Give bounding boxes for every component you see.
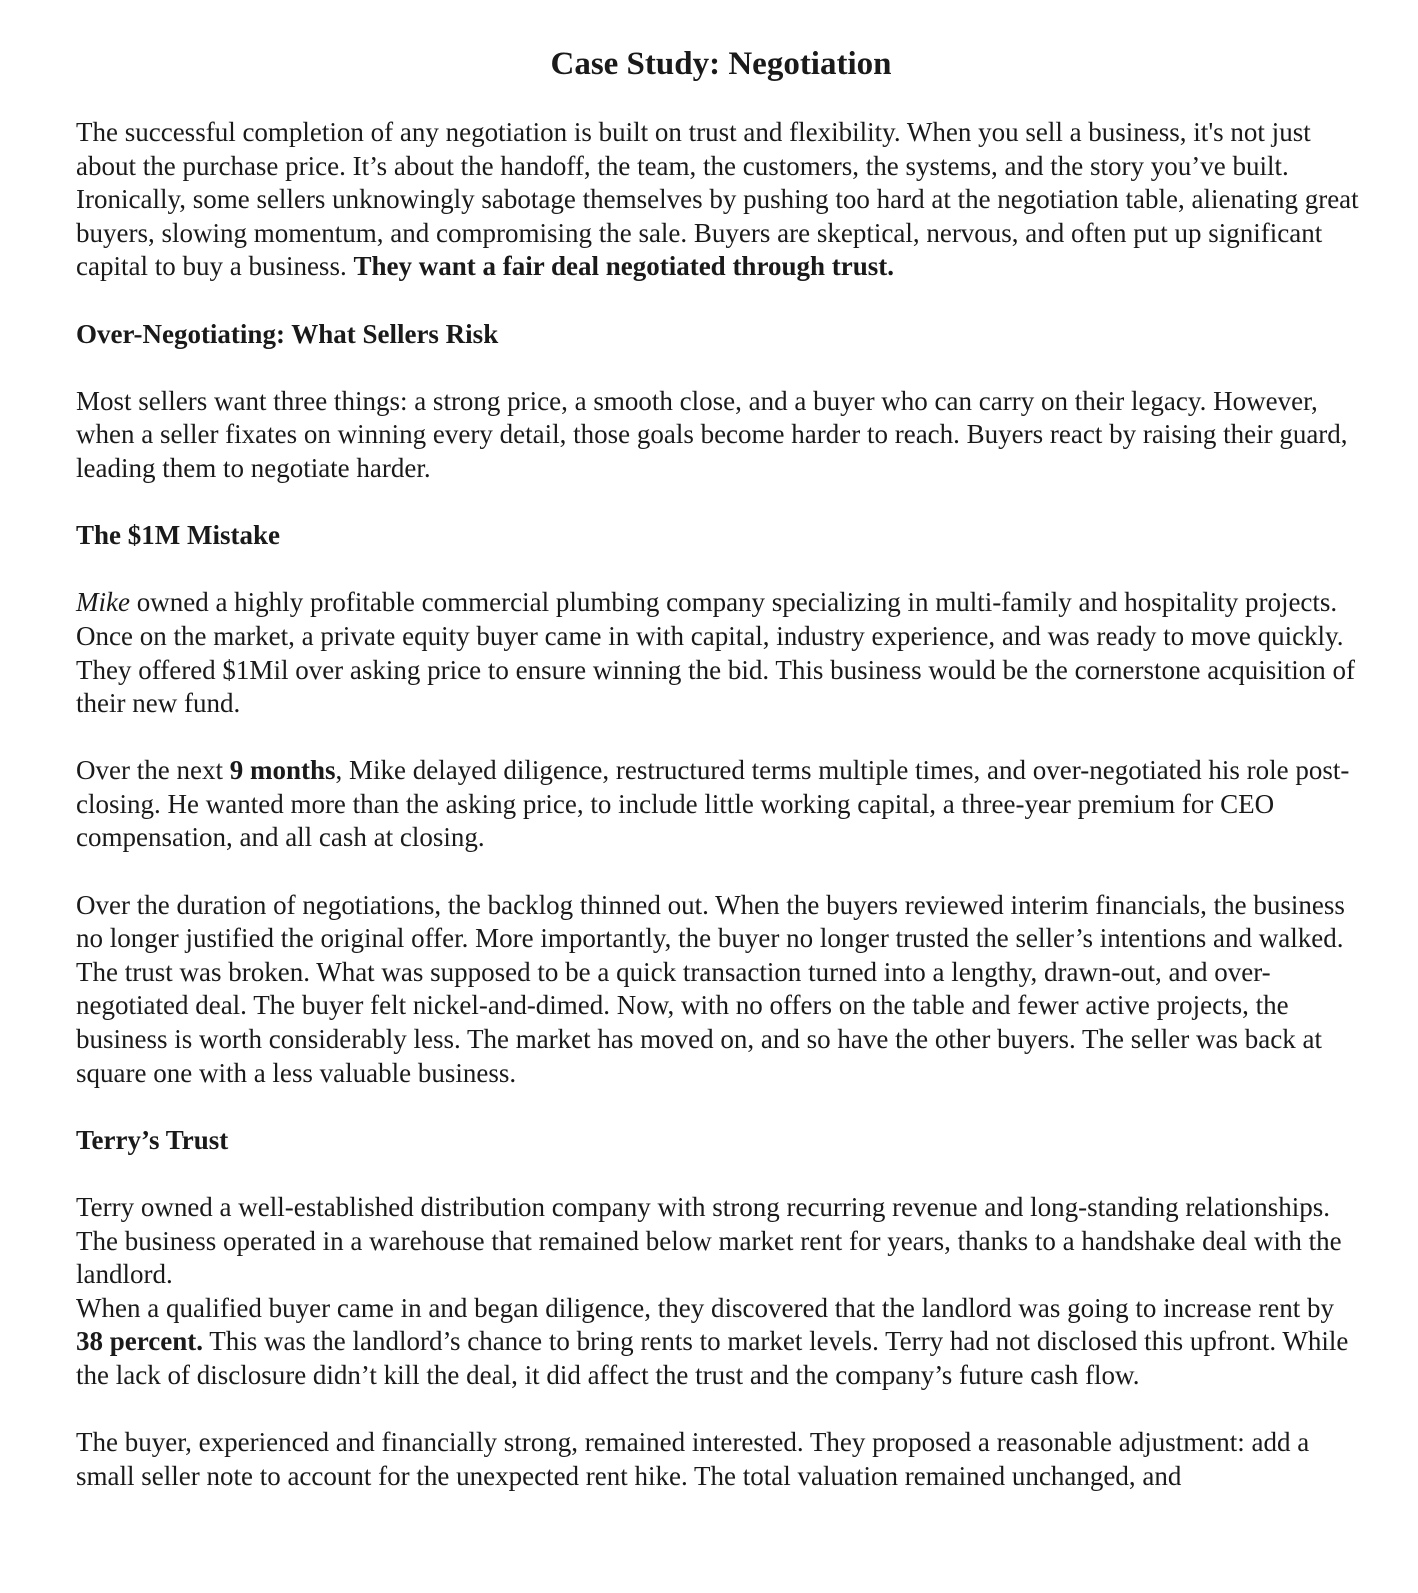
rent-increase-after: This was the landlord’s chance to bring rents to market levels. Terry had not disclosed this upfront. While the lack of disclosure didn’t kill the deal, it did affect the trust and the company’s future cash flow.	[76, 1326, 1349, 1390]
negotiation-duration-paragraph: Over the duration of negotiations, the backlog thinned out. When the buyers reviewed interim financials, the business no longer justified the original offer. More importantly, the buyer no longer trusted the seller’s intentions and walked. The trust was broken. What was supposed to be a quick transaction turned into a lengthy, drawn-out, and over-negotiated deal. The buyer felt nickel-and-dimed. Now, with no offers on the table and fewer active projects, the business is worth considerably less. The market has moved on, and so have the other buyers. The seller was back at square one with a less valuable business.	[76, 889, 1345, 1088]
document-page	[76, 44, 1366, 1493]
buyer-adjustment-paragraph: The buyer, experienced and financially strong, remained interested. They proposed a reasonable adjustment: add a small seller note to account for the unexpected rent hike. The total valuation remained unchanged, and	[76, 1427, 1310, 1491]
intro-text: The successful completion of any negotiation is built on trust and flexibility. When you sell a business, it's not just about the purchase price. It’s about the handoff, the team, the customers, the systems, and the story you’ve built. Ironically, some sellers unknowingly sabotage themselves by pushing too hard at the negotiation table, alienating great buyers, slowing momentum, and compromising the sale. Buyers are skeptical, nervous, and often put up significant capital to buy a business.	[76, 117, 1359, 282]
nine-months-paragraph	[76, 754, 1366, 855]
heading-1m-mistake: The $1M Mistake	[76, 520, 280, 551]
rent-increase-bold: 38 percent.	[76, 1326, 203, 1357]
heading-terrys-trust: Terry’s Trust	[76, 1124, 229, 1155]
mike-paragraph-text: owned a highly profitable commercial plumbing company specializing in multi-family and hospitality projects. Once on the market, a private equity buyer came in with capital, industry experience, and was ready to move quickly. They offered $1Mil over asking price to ensure winning the bid. This business would be the cornerstone acquisition of their new fund.	[76, 587, 1355, 719]
heading-over-negotiating: Over-Negotiating: What Sellers Risk	[76, 318, 499, 349]
rent-increase-paragraph	[76, 1292, 1366, 1393]
nine-months-after: , Mike delayed diligence, restructured terms multiple times, and over-negotiated his role post-closing. He wanted more than the asking price, to include little working capital, a three-year premium for CEO compensation, and all cash at closing.	[76, 755, 1350, 853]
nine-months-bold: 9 months	[229, 755, 336, 786]
intro-bold-text: They want a fair deal negotiated through trust.	[353, 251, 894, 282]
page-title: Case Study: Negotiation	[550, 46, 892, 82]
rent-increase-before: When a qualified buyer came in and began diligence, they discovered that the landlord was going to increase rent by	[76, 1292, 1335, 1323]
over-negotiating-paragraph: Most sellers want three things: a strong price, a smooth close, and a buyer who can carry on their legacy. However, when a seller fixates on winning every detail, those goals become harder to reach. Buyers react by raising their guard, leading them to negotiate harder.	[76, 385, 1348, 483]
mike-name: Mike	[76, 587, 130, 618]
mike-paragraph	[76, 586, 1366, 720]
nine-months-before: Over the next	[76, 755, 230, 786]
terry-paragraph: Terry owned a well-established distribution company with strong recurring revenue and long-standing relationships. The business operated in a warehouse that remained below market rent for years, thanks to a handshake deal with the landlord.	[76, 1192, 1342, 1290]
intro-paragraph	[76, 116, 1366, 284]
